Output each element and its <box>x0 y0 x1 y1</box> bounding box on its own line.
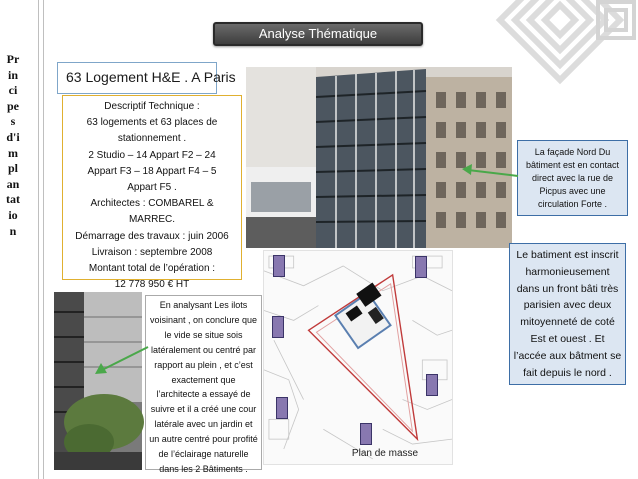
description-line: stationnement . <box>117 133 187 145</box>
building-photo <box>246 67 512 248</box>
plan-marker <box>272 316 284 338</box>
plan-marker <box>273 255 285 277</box>
description-line: MARREC. <box>128 214 176 226</box>
left-divider-2 <box>43 0 44 479</box>
plan-marker <box>276 397 288 419</box>
plan-label: Plan de masse <box>351 448 419 459</box>
courtyard-photo <box>54 292 142 470</box>
description-line: 63 logements et 63 places de <box>86 117 218 129</box>
description-line: Descriptif Technique : <box>104 101 200 112</box>
facade-note: La façade Nord Du bâtiment est en contact direct avec la rue de Picpus avec une circulation Forte . <box>517 140 628 216</box>
description-line: 2 Studio – 14 Appart F2 – 24 <box>88 149 216 161</box>
description-line: Appart F3 – 18 Appart F4 – 5 <box>87 165 217 177</box>
project-title: 63 Logement H&E . A Paris <box>57 62 217 94</box>
header-title: Analyse Thématique <box>213 22 423 46</box>
plan-marker <box>426 374 438 396</box>
site-plan <box>263 250 453 465</box>
description-line: Architectes : COMBAREL & <box>90 198 214 210</box>
description-line: Démarrage des travaux : juin 2006 <box>75 230 229 242</box>
description-line: Appart F5 . <box>127 182 177 194</box>
description-line: Livraison : septembre 2008 <box>91 246 213 258</box>
description-line: 12 778 950 € HT <box>114 279 190 291</box>
plan-marker <box>415 256 427 278</box>
courtyard-note: En analysant Les ilots voisinant , on conclure que le vide se situe sois latéralement ou centré par rapport au plein , et c’est exactement que l’architecte a essayé de suivre et il a créé une cour latérale avec un jardin et un autre centré pour profité de l’éclairage naturelle dans les 2 Bâtiments . <box>145 295 262 470</box>
technical-description <box>62 95 242 291</box>
left-divider <box>38 0 39 479</box>
plan-marker <box>360 423 372 445</box>
arrow-icon <box>460 160 520 190</box>
arrow-icon <box>92 343 150 378</box>
vertical-title: Principes d'implantation <box>6 52 20 238</box>
building-note: Le batiment est inscrit harmonieusement dans un front bâti très parisien avec deux mitoyenneté de coté Est et ouest . Et l’accée aux bâtment se fait depuis le nord . <box>509 243 626 385</box>
description-line: Montant total de l’opération : <box>88 263 216 275</box>
